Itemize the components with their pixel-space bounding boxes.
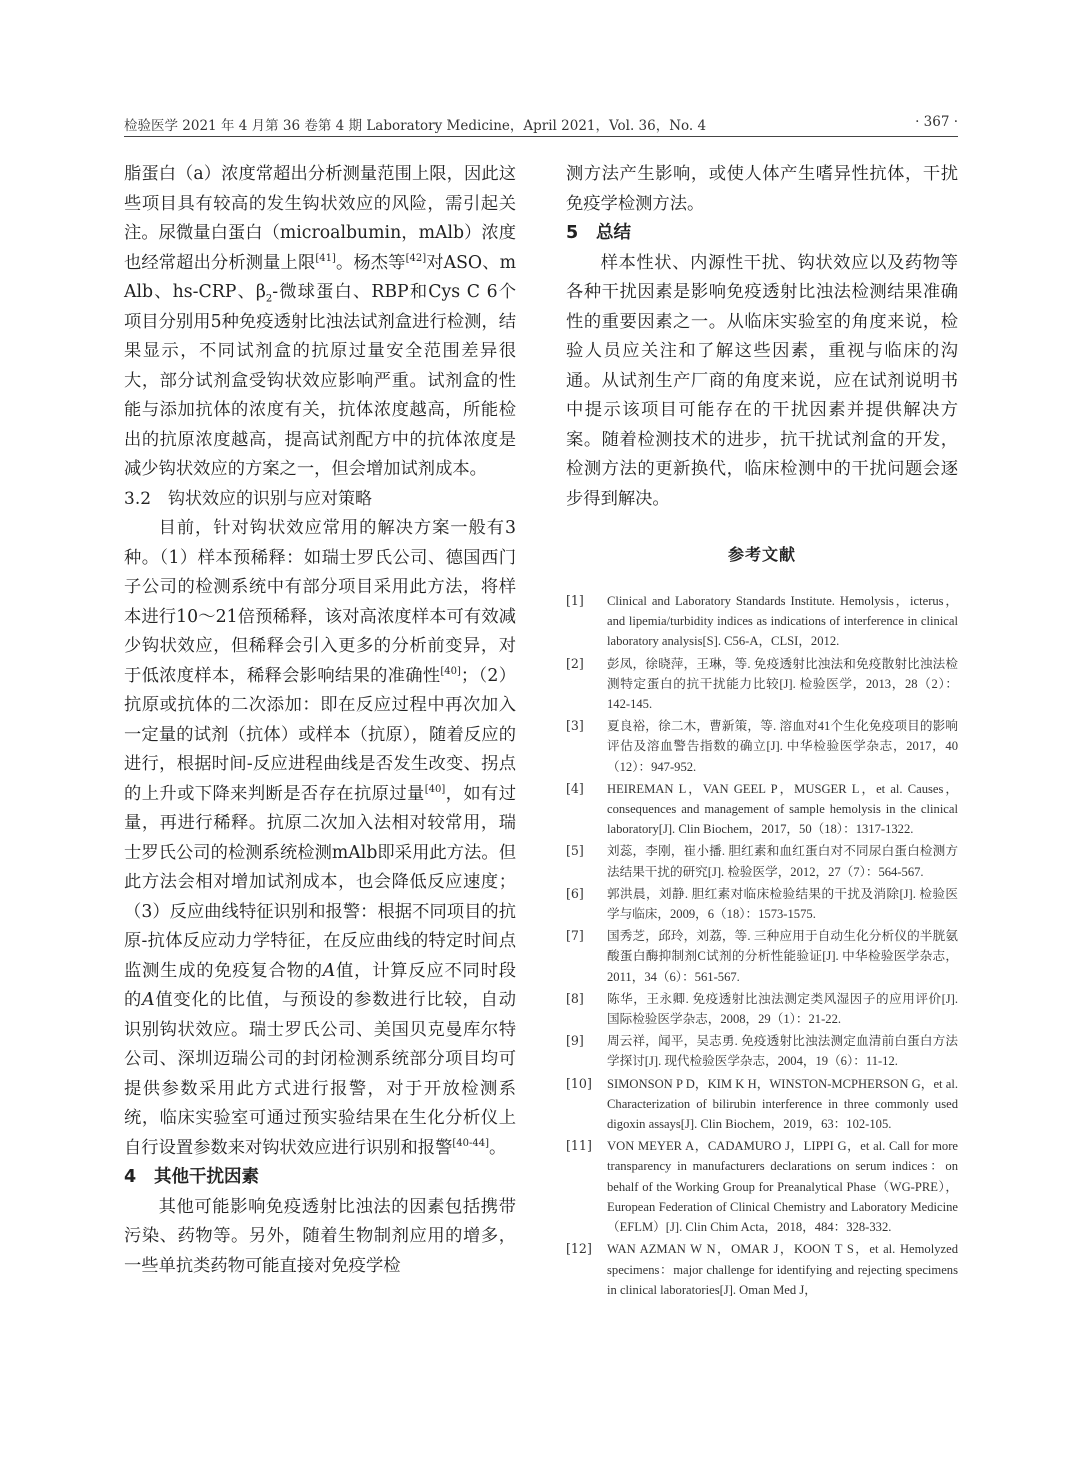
citation: [40] <box>424 783 446 795</box>
page-header <box>124 112 958 134</box>
reference-item: [10] SIMONSON P D，KIM K H，WINSTON-MCPHERSON G，et al. Characterization of bilirubin interference in three commonly used digoxin assays[J]. Clin Biochem，2019，63：102-105. <box>566 1075 958 1132</box>
journal-running-head: 检验医学 2021 年 4 月第 36 卷第 4 期 Laboratory Medicine，April 2021，Vol. 36，No. 4 <box>124 118 707 134</box>
citation: [40-44] <box>452 1137 489 1149</box>
section-heading-5: 5 总结 <box>566 223 631 243</box>
citation: [42] <box>405 252 427 264</box>
section-heading-4: 4 其他干扰因素 <box>124 1167 259 1187</box>
paragraph-summary: 样本性状、内源性干扰、钩状效应以及药物等各种干扰因素是影响免疫透射比浊法检测结果准确性的重要因素之一。从临床实验室的角度来说，检验人员应关注和了解这些因素，重视与临床的沟通。从试剂生产厂商的角度来说，应在试剂说明书中提示该项目可能存在的干扰因素并提供解决方案。随着检测技术的进步，抗干扰试剂盒的开发，检测方法的更新换代，临床检测中的干扰问题会逐步得到解决。 <box>566 252 958 509</box>
reference-item: [4] HEIREMAN L，VAN GEEL P，MUSGER L，et al. Causes，consequences and management of sample hemolysis in the clinical laboratory[J]. Clin Biochem，2017，50（18）：1317-1322. <box>566 780 958 837</box>
reference-list <box>566 591 958 1300</box>
paragraph-other-factors: 其他可能影响免疫透射比浊法的因素包括携带污染、药物等。另外，随着生物制剂应用的增多，一些单抗类药物可能直接对免疫学检 <box>124 1196 516 1276</box>
reference-item: [11] VON MEYER A，CADAMURO J，LIPPI G，et al. Call for more transparency in manufacturers declarations on serum indices：on behalf of the Working Group for Preanalytical Phase（WG-PRE），European Federation of Clinical Chemistry and Laboratory Medicine（EFLM）[J]. Clin Chim Acta，2018，484：328-332. <box>566 1138 958 1235</box>
paragraph-hook-effect-risk: 脂蛋白（a）浓度常超出分析测量范围上限，因此这些项目具有较高的发生钩状效应的风险，需引起关注。尿微量白蛋白（microalbumin，mAlb）浓度也经常超出分析测量上限[41]。杨杰等[42]对ASO、mAlb、hs-CRP、$\beta_2-$微球蛋白、RBP和Cys C 6个项目分别用5种免疫透射比浊法试剂盒进行检测，结果显示，不同试剂盒的抗原过量安全范围差异很大，部分试剂盒受钩状效应影响严重。试剂盒的性能与添加抗体的浓度有关，抗体浓度越高，所能检出的抗原浓度越高，提高试剂配方中的抗体浓度是减少钩状效应的方案之一，但会增加试剂成本。 <box>124 164 516 479</box>
paragraph-solutions: 目前，针对钩状效应常用的解决方案一般有3种。（1）样本预稀释：如瑞士罗氏公司、德国西门子公司的检测系统中有部分项目采用此方法，将样本进行10～21倍预稀释，该对高浓度样本可有效减少钩状效应，但稀释会引入更多的分析前变异，对于低浓度样本，稀释会影响结果的准确性[40]；（2）抗原或抗体的二次添加：即在反应过程中再次加入一定量的试剂（抗体）或样本（抗原），随着反应的进行，根据时间-反应进程曲线是否发生改变、拐点的上升或下降来判断是否存在抗原过量[40]，如有过量，再进行稀释。抗原二次加入法相对较常用，瑞士罗氏公司的检测系统检测mAlb即采用此方法。但此方法会相对增加试剂成本，也会降低反应速度；（3）反应曲线特征识别和报警：根据不同项目的抗原-抗体反应动力学特征，在反应曲线的特定时间点监测生成的免疫复合物的A值，计算反应不同时段的A值变化的比值，与预设的参数进行比较，自动识别钩状效应。瑞士罗氏公司、美国贝克曼库尔特公司、深圳迈瑞公司的封闭检测系统部分项目均可提供参数采用此方式进行报警，对于开放检测系统，临床实验室可通过预实验结果在生化分析仪上自行设置参数来对钩状效应进行识别和报警[40-44]。 <box>124 518 516 1158</box>
references-heading: 参考文献 <box>727 545 796 564</box>
paragraph-continuation: 测方法产生影响，或使人体产生嗜异性抗体，干扰免疫学检测方法。 <box>566 164 958 214</box>
left-column <box>124 160 516 1281</box>
reference-item: [5] 刘蕊，李刚，崔小播. 胆红素和血红蛋白对不同尿白蛋白检测方法结果干扰的研究[J]. 检验医学，2012，27（7）：564-567. <box>566 843 958 879</box>
reference-item: [1] Clinical and Laboratory Standards Institute. Hemolysis，icterus，and lipemia/turbidity indices as indications of interference in clinical laboratory analysis[S]. C56-A，CLSI，2012. <box>566 593 958 649</box>
subsection-heading-3-2: 3.2 钩状效应的识别与应对策略 <box>124 488 372 509</box>
citation: [41] <box>315 252 336 264</box>
reference-item: [3] 夏良裕，徐二木，曹新策，等. 溶血对41个生化免疫项目的影响评估及溶血警告指数的确立[J]. 中华检验医学杂志，2017，40（12）：947-952. <box>566 718 958 774</box>
citation: [40] <box>440 665 461 677</box>
reference-item: [7] 国秀芝，邱玲，刘荔，等. 三种应用于自动生化分析仪的半胱氨酸蛋白酶抑制剂C试剂的分析性能验证[J]. 中华检验医学杂志，2011，34（6）：561-567. <box>566 928 958 984</box>
reference-item: [6] 郭洪晨，刘静. 胆红素对临床检验结果的干扰及消除[J]. 检验医学与临床，2009，6（18）：1573-1575. <box>566 885 958 922</box>
right-column <box>566 160 958 1302</box>
reference-item: [12] WAN AZMAN W N，OMAR J，KOON T S，et al. Hemolyzed specimens：major challenge for identifying and rejecting specimens in clinical laboratories[J]. Oman Med J， <box>566 1241 958 1297</box>
reference-item: [2] 彭凤，徐晓萍，王琳，等. 免疫透射比浊法和免疫散射比浊法检测特定蛋白的抗干扰能力比较[J]. 检验医学，2013，28（2）：142-145. <box>566 655 958 712</box>
reference-item: [8] 陈华，王永卿. 免疫透射比浊法测定类风湿因子的应用评价[J]. 国际检验医学杂志，2008，29（1）：21-22. <box>566 990 958 1027</box>
reference-item: [9] 周云祥，闻平，吴志勇. 免疫透射比浊法测定血清前白蛋白方法学探讨[J]. 现代检验医学杂志，2004，19（6）：11-12. <box>566 1033 958 1069</box>
page-number: · 367 · <box>915 114 958 130</box>
header-rule <box>124 136 958 137</box>
